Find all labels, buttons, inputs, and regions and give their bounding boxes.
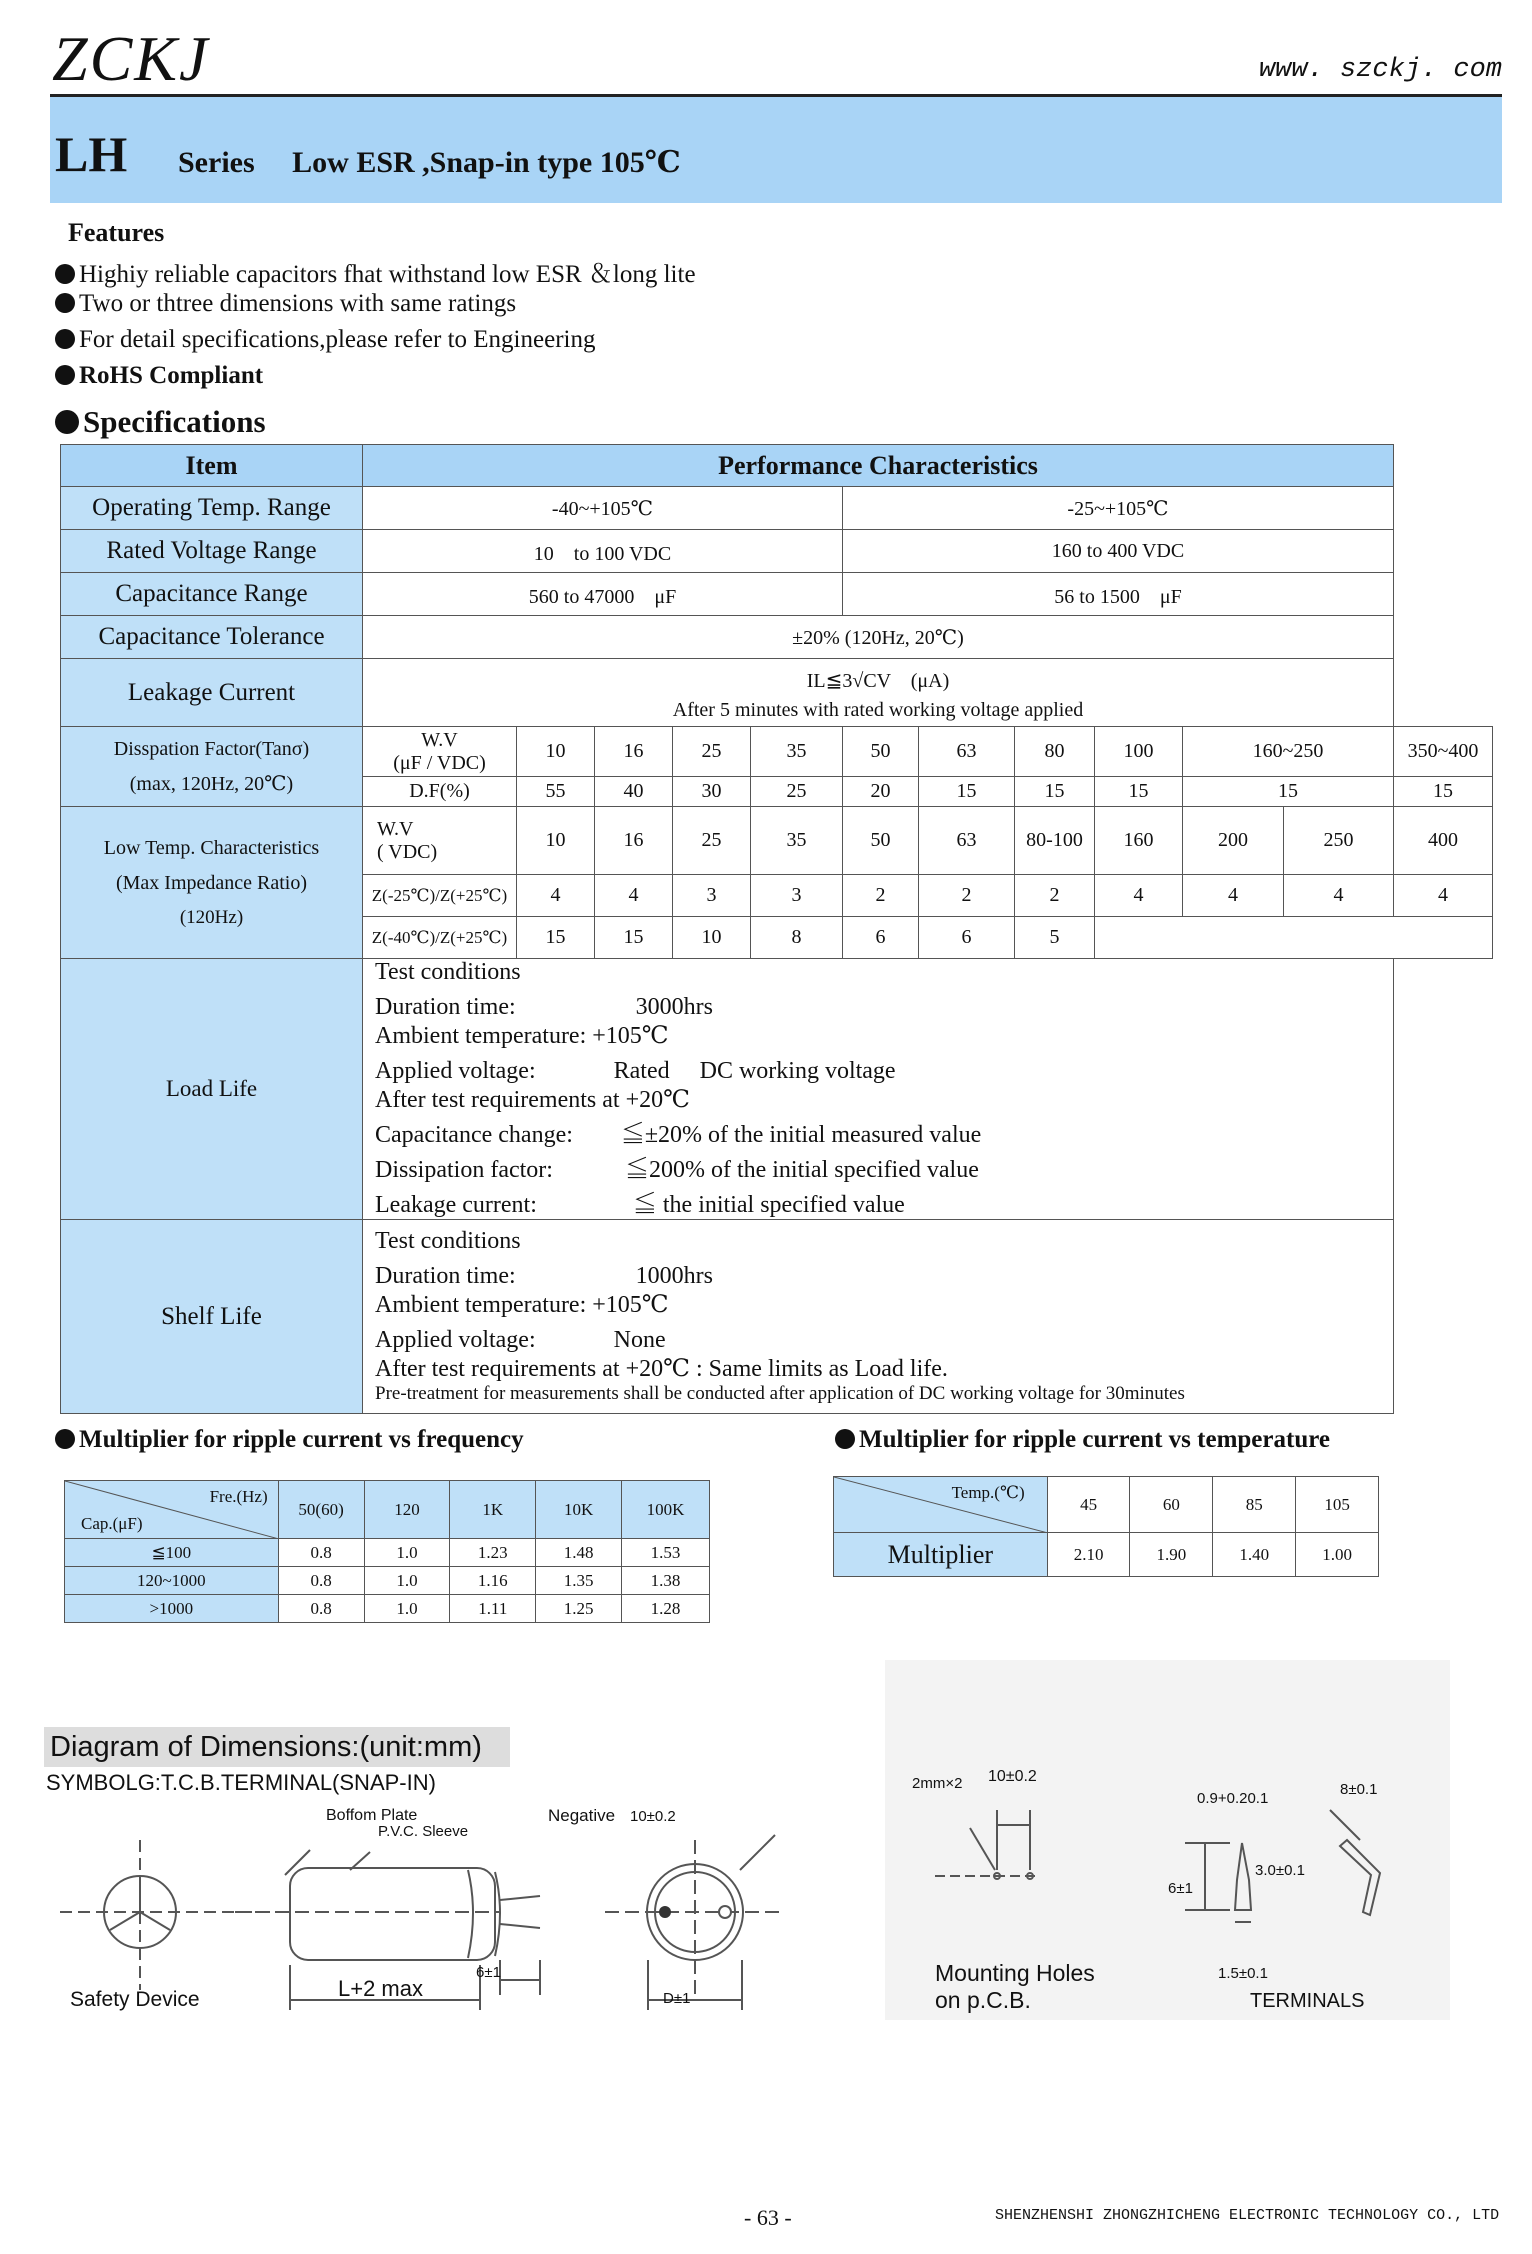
lt-wv-cell: 50 xyxy=(843,807,919,875)
d-label: D±1 xyxy=(663,1990,691,2007)
df-cell: 15 xyxy=(1183,777,1394,807)
ripple-freq-corner: Fre.(Hz) Cap.(μF) xyxy=(65,1481,279,1539)
df-wv-cell: 50 xyxy=(843,727,919,777)
df-wv-cell: 160~250 xyxy=(1183,727,1394,777)
negative-label: Negative xyxy=(548,1806,616,1825)
lt-r1-cell: 2 xyxy=(1015,875,1095,917)
lt-r1-label: Z(-25℃)/Z(+25℃) xyxy=(363,875,517,917)
freq-col: 50(60) xyxy=(278,1481,364,1539)
df-cell: 15 xyxy=(1015,777,1095,807)
symbol-label: SYMBOLG:T.C.B.TERMINAL(SNAP-IN) xyxy=(46,1770,436,1795)
mounting-holes-label: Mounting Holes xyxy=(935,1960,1095,1986)
terminals-label: TERMINALS xyxy=(1250,1990,1365,2012)
freq-col: 120 xyxy=(364,1481,450,1539)
df-cell: 20 xyxy=(843,777,919,807)
lt-r1-cell: 4 xyxy=(517,875,595,917)
t-6-label: 6±1 xyxy=(1168,1880,1193,1897)
lt-wv-cell: 250 xyxy=(1284,807,1394,875)
lt-r1-cell: 2 xyxy=(843,875,919,917)
cap-tol-value: ±20% (120Hz, 20℃) xyxy=(363,616,1394,659)
df-wv-label: W.V (μF / VDC) xyxy=(363,727,517,777)
series-description: Low ESR ,Snap-in type 105℃ xyxy=(292,146,681,179)
cap-range-label: Capacitance Range xyxy=(61,573,363,616)
load-life-content: Test conditions Duration time: 3000hrs Ambient temperature: +105℃ Applied voltage: Rated DC working voltage After test requirements at +20℃ Capacitance change: ≦±20% of the initial measured value Dissipation factor: ≦200% of the initial specified value Leakage current: ≦ the initial specified value xyxy=(363,959,1394,1220)
op-temp-v2: -25~+105℃ xyxy=(843,487,1394,530)
lt-r2-cell: 5 xyxy=(1015,917,1095,959)
df-wv-cell: 100 xyxy=(1095,727,1183,777)
mounting-holes-label-2: on p.C.B. xyxy=(935,1987,1031,2013)
series-subtitle xyxy=(178,145,681,180)
temp-col: 85 xyxy=(1213,1477,1296,1533)
df-wv-cell: 63 xyxy=(919,727,1015,777)
multiplier-cell: 2.10 xyxy=(1047,1533,1130,1577)
pvc-sleeve-label: P.V.C. Sleeve xyxy=(378,1823,469,1840)
lt-r1-cell: 4 xyxy=(1394,875,1493,917)
lt-wv-cell: 25 xyxy=(673,807,751,875)
df-wv-cell: 16 xyxy=(595,727,673,777)
freq-col: 100K xyxy=(622,1481,710,1539)
lt-r1-cell: 4 xyxy=(1183,875,1284,917)
ripple-temp-corner: Temp.(℃) xyxy=(834,1477,1048,1533)
feature-item: For detail specifications,please refer to Engineering xyxy=(55,326,595,354)
company-logo: ZCKJ xyxy=(52,23,210,94)
df-cell: 25 xyxy=(751,777,843,807)
lt-r2-cell: 6 xyxy=(919,917,1015,959)
ripple-temp-title: Multiplier for ripple current vs temperature xyxy=(835,1426,1330,1454)
low-temp-label: Low Temp. Characteristics (Max Impedance Ratio) (120Hz) xyxy=(61,807,363,959)
safety-device-label: Safety Device xyxy=(70,1988,200,2011)
df-wv-cell: 35 xyxy=(751,727,843,777)
leakage-label: Leakage Current xyxy=(61,659,363,727)
bottom-plate-label: Boffom Plate xyxy=(326,1807,418,1824)
specifications-table xyxy=(60,444,1493,1414)
freq-col: 10K xyxy=(536,1481,622,1539)
freq-col: 1K xyxy=(450,1481,536,1539)
lt-r2-label: Z(-40℃)/Z(+25℃) xyxy=(363,917,517,959)
lt-r2-cell: 15 xyxy=(517,917,595,959)
df-cell: 30 xyxy=(673,777,751,807)
bullet-icon xyxy=(835,1429,855,1449)
table-row: 120~1000 0.8 1.0 1.16 1.35 1.38 xyxy=(65,1567,710,1595)
table-row: ≦100 0.8 1.0 1.23 1.48 1.53 xyxy=(65,1539,710,1567)
ripple-freq-table xyxy=(64,1480,710,1623)
specifications-title: Specifications xyxy=(55,404,266,440)
lt-r1-cell: 3 xyxy=(751,875,843,917)
bullet-icon xyxy=(55,329,75,349)
multiplier-label: Multiplier xyxy=(834,1533,1048,1577)
ripple-freq-title: Multiplier for ripple current vs frequency xyxy=(55,1426,524,1454)
temp-col: 105 xyxy=(1296,1477,1379,1533)
bullet-icon xyxy=(55,410,79,434)
item-header: Item xyxy=(61,445,363,487)
shelf-life-content: Test conditions Duration time: 1000hrs Ambient temperature: +105℃ Applied voltage: None After test requirements at +20℃ : Same limits as Load life. Pre-treatment for measurements shall be conducted after application of DC working voltage for 30minutes xyxy=(363,1220,1394,1414)
page-number: - 63 - xyxy=(744,2205,792,2230)
op-temp-v1: -40~+105℃ xyxy=(363,487,843,530)
lt-r2-empty xyxy=(1095,917,1493,959)
lt-r2-cell: 10 xyxy=(673,917,751,959)
lt-r1-cell: 4 xyxy=(1095,875,1183,917)
bullet-icon xyxy=(55,293,75,313)
rated-volt-v1: 10 to 100 VDC xyxy=(363,530,843,573)
multiplier-cell: 1.00 xyxy=(1296,1533,1379,1577)
df-wv-cell: 10 xyxy=(517,727,595,777)
website-url: www. szckj. com xyxy=(1258,55,1502,85)
series-code: LH xyxy=(55,126,128,182)
lt-wv-label: W.V ( VDC) xyxy=(363,807,517,875)
performance-header: Performance Characteristics xyxy=(363,445,1394,487)
df-cell: 15 xyxy=(919,777,1015,807)
bullet-icon xyxy=(55,264,75,284)
ten-label: 10±0.2 xyxy=(630,1808,676,1825)
df-wv-cell: 80 xyxy=(1015,727,1095,777)
lt-r1-cell: 2 xyxy=(919,875,1015,917)
ripple-temp-table xyxy=(833,1476,1379,1577)
lt-wv-cell: 10 xyxy=(517,807,595,875)
t-3-label: 3.0±0.1 xyxy=(1255,1862,1305,1879)
df-label: Disspation Factor(Tanσ) (max, 120Hz, 20℃) xyxy=(61,727,363,807)
df-cell: 15 xyxy=(1394,777,1493,807)
bullet-icon xyxy=(55,365,75,385)
cap-tol-label: Capacitance Tolerance xyxy=(61,616,363,659)
lt-wv-cell: 63 xyxy=(919,807,1015,875)
rated-volt-v2: 160 to 400 VDC xyxy=(843,530,1394,573)
cap-range-v1: 560 to 47000 μF xyxy=(363,573,843,616)
lt-r1-cell: 3 xyxy=(673,875,751,917)
series-label: Series xyxy=(178,146,255,179)
lt-r2-cell: 15 xyxy=(595,917,673,959)
bullet-icon xyxy=(55,1429,75,1449)
lt-wv-cell: 35 xyxy=(751,807,843,875)
df-cell: 55 xyxy=(517,777,595,807)
mh-2mm-label: 2mm×2 xyxy=(912,1775,963,1792)
cap-range-v2: 56 to 1500 μF xyxy=(843,573,1394,616)
company-name: SHENZHENSHI ZHONGZHICHENG ELECTRONIC TECHNOLOGY CO., LTD xyxy=(995,2207,1500,2224)
temp-col: 45 xyxy=(1047,1477,1130,1533)
dimensions-title: Diagram of Dimensions:(unit:mm) xyxy=(44,1727,510,1767)
length-label: L+2 max xyxy=(338,1976,423,2001)
t-8-label: 8±0.1 xyxy=(1340,1781,1378,1798)
shelf-life-label: Shelf Life xyxy=(61,1220,363,1414)
temp-col: 60 xyxy=(1130,1477,1213,1533)
six-label: 6±1 xyxy=(476,1964,501,1981)
t-15-label: 1.5±0.1 xyxy=(1218,1965,1268,1982)
feature-item: RoHS Compliant xyxy=(55,362,263,390)
feature-item: Two or thtree dimensions with same ratings xyxy=(55,290,516,318)
lt-r1-cell: 4 xyxy=(1284,875,1394,917)
feature-item: Highiy reliable capacitors fhat withstand low ESR ＆long lite xyxy=(55,254,696,290)
lt-r2-cell: 8 xyxy=(751,917,843,959)
mh-10-label: 10±0.2 xyxy=(988,1768,1037,1785)
op-temp-label: Operating Temp. Range xyxy=(61,487,363,530)
lt-r2-cell: 6 xyxy=(843,917,919,959)
lt-wv-cell: 160 xyxy=(1095,807,1183,875)
df-wv-cell: 350~400 xyxy=(1394,727,1493,777)
df-value-label: D.F(%) xyxy=(363,777,517,807)
lt-wv-cell: 200 xyxy=(1183,807,1284,875)
t-09-label: 0.9+0.20.1 xyxy=(1197,1790,1269,1807)
load-life-label: Load Life xyxy=(61,959,363,1220)
df-cell: 15 xyxy=(1095,777,1183,807)
lt-r1-cell: 4 xyxy=(595,875,673,917)
df-wv-cell: 25 xyxy=(673,727,751,777)
table-row: >1000 0.8 1.0 1.11 1.25 1.28 xyxy=(65,1595,710,1623)
df-cell: 40 xyxy=(595,777,673,807)
rated-volt-label: Rated Voltage Range xyxy=(61,530,363,573)
lt-wv-cell: 80-100 xyxy=(1015,807,1095,875)
multiplier-cell: 1.40 xyxy=(1213,1533,1296,1577)
multiplier-cell: 1.90 xyxy=(1130,1533,1213,1577)
leakage-value: IL≦3√CV (μA) After 5 minutes with rated working voltage applied xyxy=(363,659,1394,727)
features-title: Features xyxy=(68,218,165,247)
lt-wv-cell: 16 xyxy=(595,807,673,875)
lt-wv-cell: 400 xyxy=(1394,807,1493,875)
